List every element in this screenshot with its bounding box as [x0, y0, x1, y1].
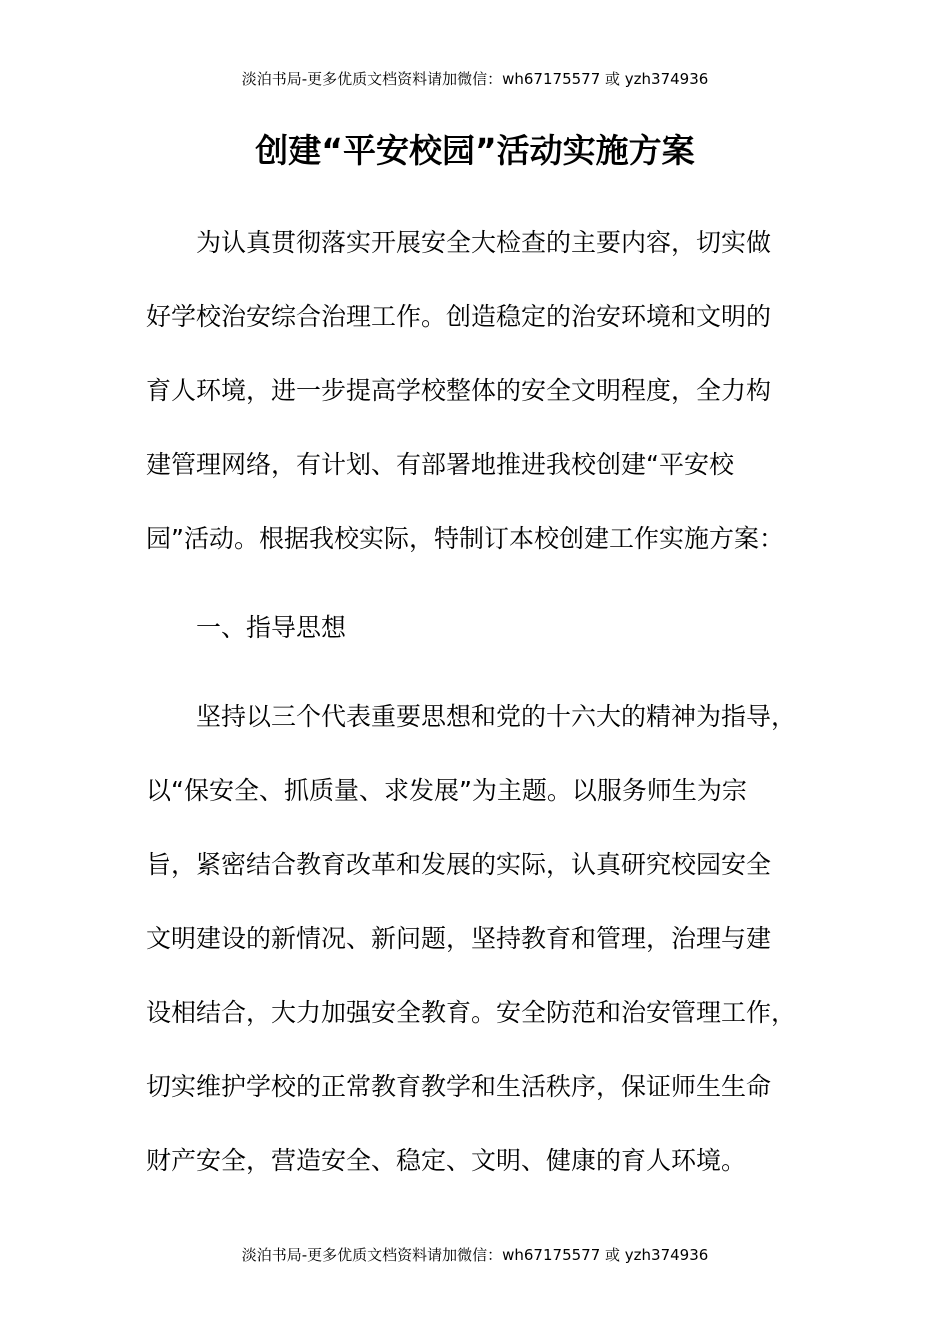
section-heading: 一、指导思想 [196, 613, 347, 642]
paragraph-line: 园”活动。根据我校实际，特制订本校创建工作实施方案： [146, 524, 784, 553]
footer-watermark: 淡泊书局-更多优质文档资料请加微信：wh67175577 或 yzh374936 [241, 1246, 709, 1264]
paragraph-line: 财产安全，营造安全、稳定、文明、健康的育人环境。 [146, 1146, 747, 1175]
paragraph-line: 切实维护学校的正常教育教学和生活秩序，保证师生生命 [146, 1072, 772, 1101]
paragraph-line: 育人环境，进一步提高学校整体的安全文明程度，全力构 [146, 376, 772, 405]
paragraph-line: 旨，紧密结合教育改革和发展的实际，认真研究校园安全 [146, 850, 772, 879]
document-title: 创建“平安校园”活动实施方案 [255, 131, 695, 170]
paragraph-line: 设相结合，大力加强安全教育。安全防范和治安管理工作， [146, 998, 797, 1027]
paragraph-line: 以“保安全、抓质量、求发展”为主题。以服务师生为宗 [146, 776, 747, 805]
paragraph-line: 建管理网络，有计划、有部署地推进我校创建“平安校 [146, 450, 734, 479]
paragraph-line: 为认真贯彻落实开展安全大检查的主要内容，切实做 [196, 228, 772, 257]
header-watermark: 淡泊书局-更多优质文档资料请加微信：wh67175577 或 yzh374936 [241, 70, 709, 88]
paragraph-line: 坚持以三个代表重要思想和党的十六大的精神为指导， [196, 702, 797, 731]
paragraph-line: 好学校治安综合治理工作。创造稳定的治安环境和文明的 [146, 302, 772, 331]
paragraph-line: 文明建设的新情况、新问题，坚持教育和管理，治理与建 [146, 924, 772, 953]
